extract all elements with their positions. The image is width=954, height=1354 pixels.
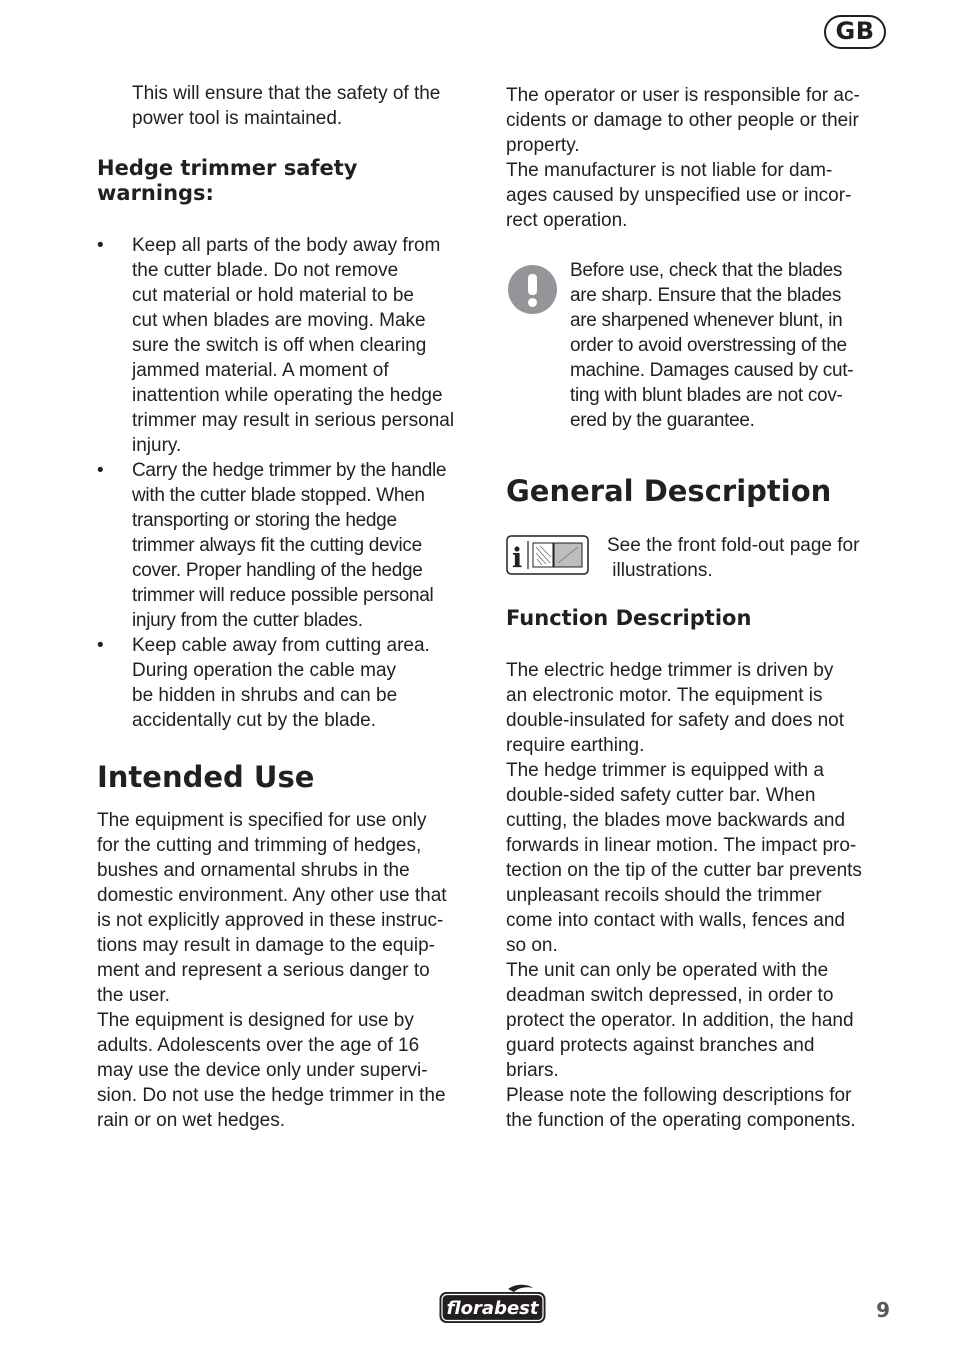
bullet-line: Carry the hedge trimmer by the handle (132, 460, 447, 481)
bullet-line: trimmer may result in serious personal (132, 410, 455, 431)
page-number: 9 (876, 1298, 890, 1322)
text-line: The hedge trimmer is equipped with a (506, 760, 824, 781)
bullet-item (97, 633, 497, 733)
bullet-line: Keep all parts of the body away from (132, 235, 441, 256)
text-line: sion. Do not use the hedge trimmer in the (97, 1085, 446, 1106)
text-line: The equipment is specified for use only (97, 810, 427, 831)
liability-text (506, 83, 906, 233)
text-line: illustrations. (607, 560, 713, 581)
logo-text: florabest (446, 1298, 539, 1319)
function-description-text (506, 658, 906, 1133)
text-line: order to avoid overstressing of the (570, 335, 847, 356)
text-line: so on. (506, 935, 558, 956)
general-description-heading: General Description (506, 474, 832, 508)
text-line: tions may result in damage to the equip- (97, 935, 435, 956)
text-line: is not explicitly approved in these instruc- (97, 910, 444, 931)
text-line: See the front fold-out page for (607, 535, 860, 556)
bullet-line: transporting or storing the hedge (132, 510, 397, 531)
language-badge: GB (824, 15, 886, 49)
intended-use-text (97, 808, 497, 1133)
bullet-line: with the cutter blade stopped. When (132, 485, 425, 506)
text-line: double-insulated for safety and does not (506, 710, 845, 731)
bullet-line: cover. Proper handling of the hedge (132, 560, 423, 581)
text-line: unpleasant recoils should the trimmer (506, 885, 822, 906)
bullet-line: injury. (132, 435, 182, 456)
text-line: cutting, the blades move backwards and (506, 810, 846, 831)
text-line: an electronic motor. The equipment is (506, 685, 823, 706)
exclamation-icon (508, 265, 557, 314)
text-line: The operator or user is responsible for ac- (506, 85, 860, 106)
bullet-line: accidentally cut by the blade. (132, 710, 376, 731)
info-text (607, 533, 907, 583)
text-line: cidents or damage to other people or their (506, 110, 859, 131)
bullet-line: Keep cable away from cutting area. (132, 635, 430, 656)
text-line: bushes and ornamental shrubs in the (97, 860, 410, 881)
text-line: come into contact with walls, fences and (506, 910, 846, 931)
text-line: The electric hedge trimmer is driven by (506, 660, 834, 681)
text-line: The equipment is designed for use by (97, 1010, 414, 1031)
text-line: ered by the guarantee. (570, 410, 755, 431)
text-line: the function of the operating components. (506, 1110, 856, 1131)
bullet-line: jammed material. A moment of (132, 360, 389, 381)
bullet-line: be hidden in shrubs and can be (132, 685, 398, 706)
text-line: Before use, check that the blades (570, 260, 843, 281)
intended-use-heading: Intended Use (97, 760, 315, 794)
bullet-line: trimmer always fit the cutting device (132, 535, 422, 556)
text-line: forwards in linear motion. The impact pro- (506, 835, 857, 856)
bullet-line: sure the switch is off when clearing (132, 335, 427, 356)
text-line: briars. (506, 1060, 559, 1081)
info-foldout-icon (506, 535, 589, 575)
text-line: protect the operator. In addition, the hand (506, 1010, 854, 1031)
text-line: double-sided safety cutter bar. When (506, 785, 816, 806)
text-line: ment and represent a serious danger to (97, 960, 430, 981)
text-line: The manufacturer is not liable for dam- (506, 160, 833, 181)
bullet-line: cut when blades are moving. Make (132, 310, 426, 331)
text-line: are sharpened whenever blunt, in (570, 310, 843, 331)
bullet-line: trimmer will reduce possible personal (132, 585, 434, 606)
bullet-dot: • (97, 235, 104, 256)
svg-text:i: i (512, 543, 523, 574)
intro-line: power tool is maintained. (132, 108, 343, 129)
text-line: require earthing. (506, 735, 645, 756)
text-line: Please note the following descriptions for (506, 1085, 852, 1106)
heading-line: warnings: (97, 181, 214, 205)
bullet-line: the cutter blade. Do not remove (132, 260, 399, 281)
text-line: rect operation. (506, 210, 628, 231)
text-line: the user. (97, 985, 170, 1006)
text-line: rain or on wet hedges. (97, 1110, 286, 1131)
bullet-line: inattention while operating the hedge (132, 385, 443, 406)
text-line: property. (506, 135, 580, 156)
safety-warnings-heading (97, 156, 487, 206)
text-line: ting with blunt blades are not cov- (570, 385, 843, 406)
safety-bullet-list (97, 233, 497, 733)
text-line: domestic environment. Any other use that (97, 885, 447, 906)
blade-warning-text (570, 258, 900, 433)
text-line: deadman switch depressed, in order to (506, 985, 834, 1006)
intro-line: This will ensure that the safety of the (132, 83, 441, 104)
text-line: for the cutting and trimming of hedges, (97, 835, 422, 856)
bullet-line: cut material or hold material to be (132, 285, 414, 306)
text-line: tection on the tip of the cutter bar prevents (506, 860, 862, 881)
bullet-dot: • (97, 460, 104, 481)
text-line: ages caused by unspecified use or incor- (506, 185, 852, 206)
bullet-line: injury from the cutter blades. (132, 610, 363, 631)
text-line: adults. Adolescents over the age of 16 (97, 1035, 420, 1056)
text-line: may use the device only under supervi- (97, 1060, 428, 1081)
function-description-heading: Function Description (506, 606, 752, 630)
heading-line: Hedge trimmer safety (97, 156, 358, 180)
text-line: The unit can only be operated with the (506, 960, 829, 981)
bullet-dot: • (97, 635, 104, 656)
bullet-line: During operation the cable may (132, 660, 397, 681)
intro-text (132, 81, 492, 131)
text-line: guard protects against branches and (506, 1035, 815, 1056)
text-line: machine. Damages caused by cut- (570, 360, 854, 381)
florabest-logo (438, 1283, 547, 1325)
bullet-item (97, 458, 497, 633)
text-line: are sharp. Ensure that the blades (570, 285, 842, 306)
bullet-item (97, 233, 497, 458)
